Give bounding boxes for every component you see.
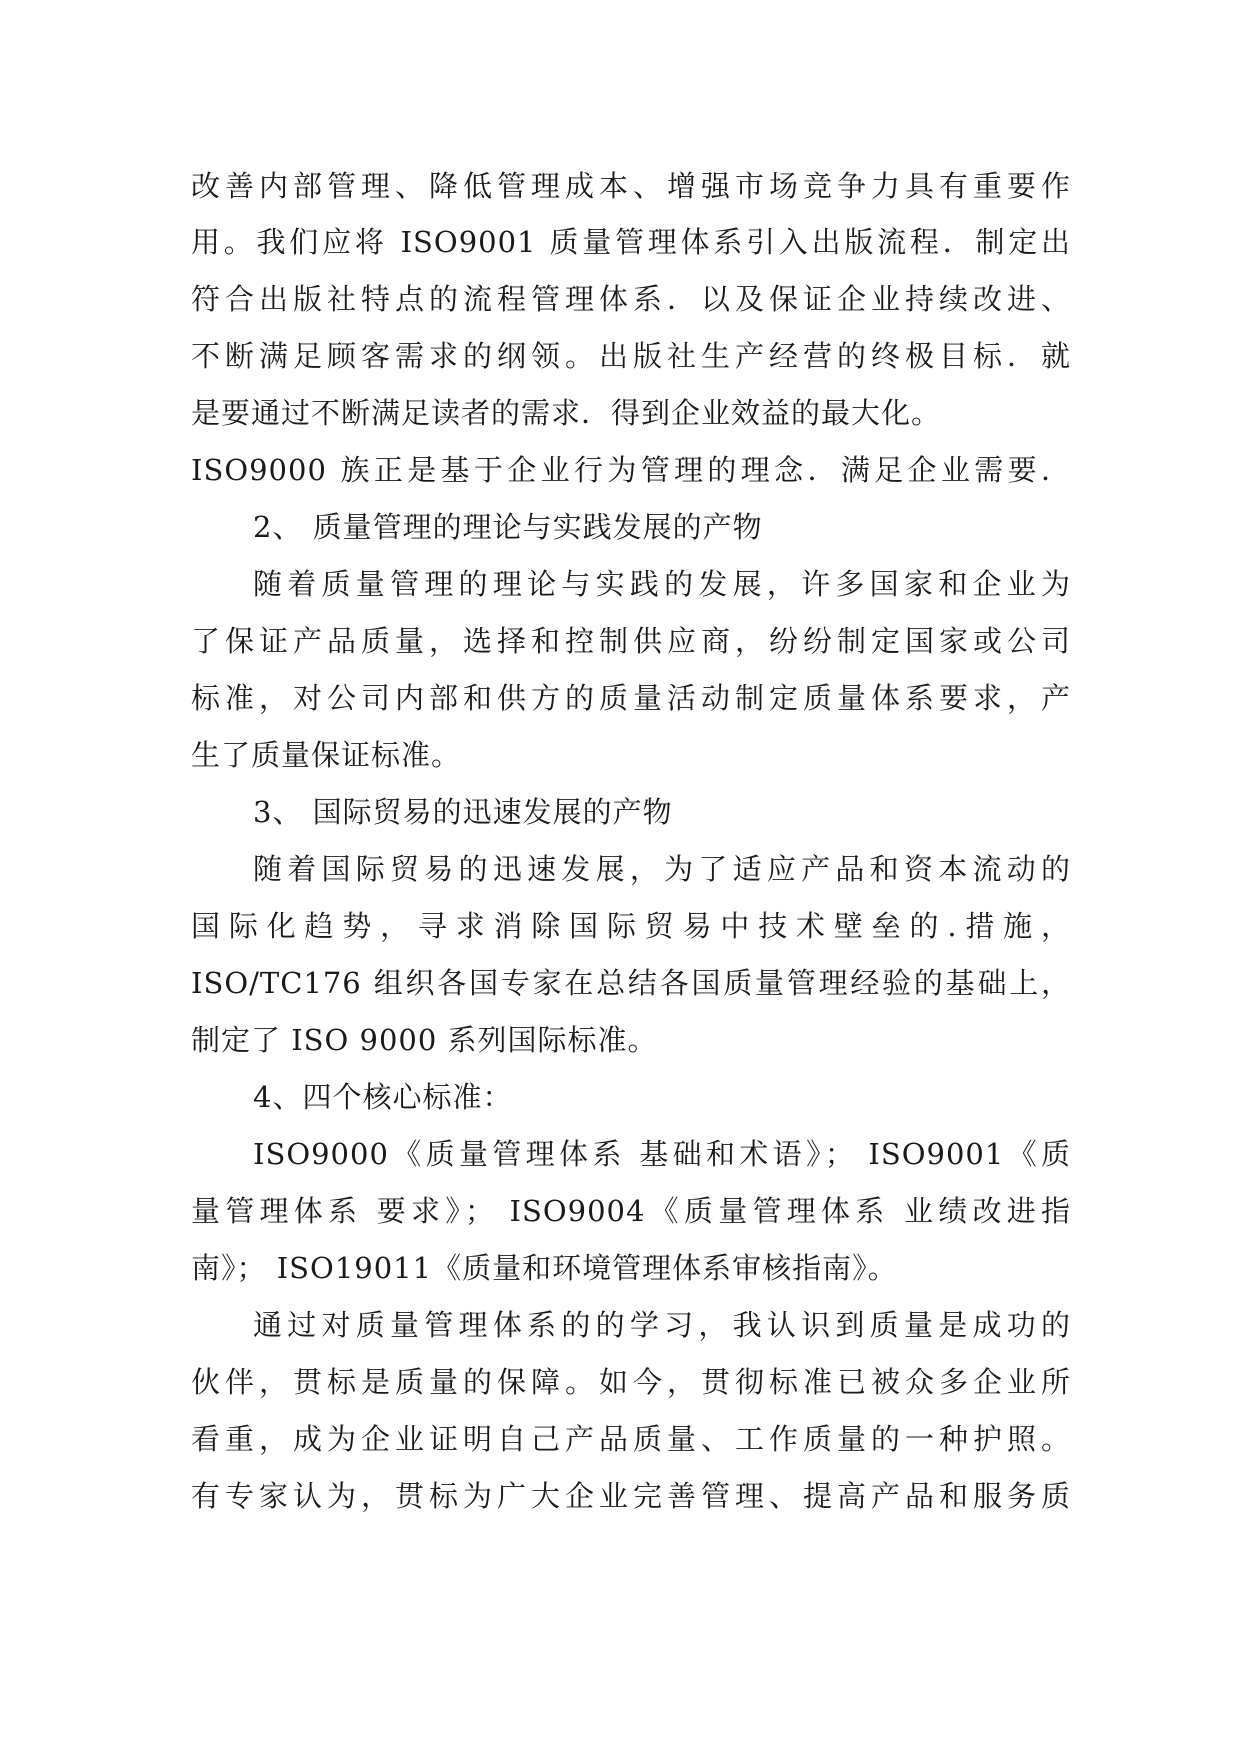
text-line: 改善内部管理、降低管理成本、增强市场竞争力具有重要作 [191, 169, 1071, 203]
text-line: 看重，成为企业证明自己产品质量、工作质量的一种护照。 [191, 1422, 1071, 1456]
text-line: 随着国际贸易的迅速发展，为了适应产品和资本流动的 [253, 852, 1071, 886]
text-line: 南》； ISO19011《质量和环境管理体系审核指南》。 [191, 1251, 898, 1285]
section-heading: 3、 国际贸易的迅速发展的产物 [253, 795, 673, 829]
text-line: 用。我们应将 ISO9001 质量管理体系引入出版流程．制定出 [191, 225, 1071, 259]
text-line: 量管理体系 要求》； ISO9004《质量管理体系 业绩改进指 [191, 1194, 1071, 1228]
text-line: 标准，对公司内部和供方的质量活动制定质量体系要求，产 [191, 681, 1071, 715]
section-heading: 2、 质量管理的理论与实践发展的产物 [253, 510, 763, 544]
text-line: 生了质量保证标准。 [191, 738, 462, 772]
section-heading: 4、四个核心标准： [253, 1080, 513, 1114]
text-line: 是要通过不断满足读者的需求．得到企业效益的最大化。 [191, 396, 942, 430]
text-line: ISO9000 族正是基于企业行为管理的理念．满足企业需要． [191, 453, 1071, 487]
text-line: 制定了 ISO 9000 系列国际标准。 [191, 1023, 658, 1057]
text-line: ISO/TC176 组织各国专家在总结各国质量管理经验的基础上， [191, 966, 1071, 1000]
text-line: 随着质量管理的理论与实践的发展，许多国家和企业为 [253, 567, 1071, 601]
text-line: 了保证产品质量，选择和控制供应商，纷纷制定国家或公司 [191, 624, 1071, 658]
text-line: 符合出版社特点的流程管理体系．以及保证企业持续改进、 [191, 282, 1071, 316]
text-line: ISO9000《质量管理体系 基础和术语》； ISO9001《质 [253, 1137, 1071, 1171]
text-line: 不断满足顾客需求的纲领。出版社生产经营的终极目标．就 [191, 339, 1071, 373]
text-line: 通过对质量管理体系的的学习，我认识到质量是成功的 [253, 1308, 1071, 1342]
text-line: 伙伴，贯标是质量的保障。如今，贯彻标准已被众多企业所 [191, 1365, 1071, 1399]
text-line: 有专家认为，贯标为广大企业完善管理、提高产品和服务质 [191, 1479, 1071, 1513]
text-line: 国际化趋势，寻求消除国际贸易中技术壁垒的.措施， [191, 909, 1071, 943]
